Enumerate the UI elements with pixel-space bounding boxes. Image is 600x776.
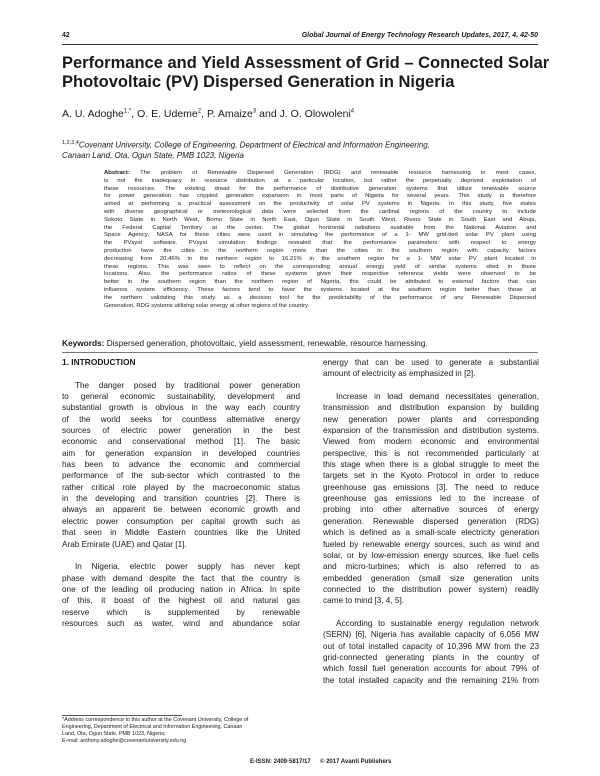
text-line: has been to advance the economic and commercial [62, 460, 300, 470]
text-line: economic and conservational method [1]. The basic [62, 437, 300, 447]
keywords [62, 338, 428, 348]
text-line: greenhouse gas emissions led to the increase of [323, 494, 539, 504]
abstract-line: with diverse geographical or meteorological data were selected from the cardinal regions of the country to include [104, 208, 536, 215]
abstract-line: the northern validating this study as a decision tool for the predictability of the performance of any Renewable Dispersed [104, 294, 536, 301]
abstract-line: the Federal Capital Territory at the center. The global horizontal radiations available from the National Aviation and [104, 224, 536, 231]
author-separator: , [131, 108, 138, 120]
text-line: embedded generation (small size generation units [323, 573, 539, 583]
text-line: transmission and distribution expansion by building [323, 403, 539, 413]
abstract-label: Abstract: [104, 170, 130, 176]
footnote-line: Land, Ota, Ogun State, PMB 1023, Nigeria; [62, 731, 166, 737]
text-line: expansion of the transmission and distribution systems. [323, 426, 539, 436]
text-line: of this, it boast of the highest oil and natural gas [62, 596, 300, 606]
right-column [323, 357, 539, 686]
text-line: phase with demand despite the fact that the country is [62, 573, 300, 583]
author-affiliation-mark: 4 [350, 108, 355, 115]
text-line: In Nigeria, electric power supply has never kept [75, 562, 300, 572]
footnote-divider [62, 715, 182, 716]
paragraph [323, 357, 539, 380]
text-line: greenhouse gas emissions [3]. The need to reduce [323, 482, 539, 492]
abstract-line: Space Agency, NASA for these cities were used in simulating the performance of a 1- MW grid-tied solar PV plant using [104, 232, 536, 239]
paragraph [62, 561, 300, 629]
copyright-footer: © 2017 Avanti Publishers [320, 759, 392, 765]
abstract-line: decreasing from 20.46% in the northern region to 16.21% in the southern region for a 1- MW solar PV plant located in [104, 255, 536, 262]
text-line: rather critical role played by the macroeconomic status [62, 482, 300, 492]
spacer [62, 550, 300, 561]
text-line: which is defined as a small-scale electricity generation [323, 528, 539, 538]
header-divider [62, 44, 538, 45]
text-line: one of the leading oil producing nation in Africa. In spite [62, 584, 300, 594]
abstract-line: for power generation has crippled generation expansion in most parts of Nigeria for several years. This study is therefore [104, 193, 536, 200]
affiliation-line [62, 138, 540, 151]
spacer [323, 607, 539, 618]
text-line: fueled by renewable energy sources, such as wind and [323, 539, 539, 549]
page-number: 42 [62, 32, 70, 39]
footnote-line: *Address correspondence to this author at the Covenant University, College of [62, 717, 249, 723]
text-line: Increase in load demand necessitates generation, [336, 392, 539, 402]
author-name: A. U. Adoghe [62, 108, 124, 120]
abstract-line: these regions. This was seen to reflect on the corresponding annual energy yield of similar systems sited in these [104, 263, 536, 270]
text-line: the total installed capacity and the remaining 21% from [323, 675, 539, 685]
text-line: to general economic sustainability, development and [62, 392, 300, 402]
text-line: aim for generation expansion in developed countries [62, 448, 300, 458]
text-line: which fossil fuel generation accounts for about 79% of [323, 664, 539, 674]
text-line: According to sustainable energy regulation network [336, 618, 539, 628]
text-line: generation. Renewable dispersed generation (RDG) [323, 516, 539, 526]
spacer [62, 368, 300, 379]
footnote-line: Engineering, Department of Electrical and Information Engineering, Canaan [62, 724, 243, 730]
text-line: sources of electric power generation in the best [62, 426, 300, 436]
author-separator: , [201, 108, 207, 120]
affiliation-line: Canaan Land, Ota, Ogun State, PMB 1023, Nigeria [62, 151, 244, 161]
abstract-line [104, 170, 536, 178]
text-line: amount of electricity as emphasized in [2]. [323, 369, 476, 379]
text-line: substantial growth is obvious in the way each country [62, 403, 300, 413]
text-line: electric power consumption per capital growth such as [62, 516, 300, 526]
left-column [62, 357, 300, 629]
abstract-line: these resources. The existing dread for the performance of distributive generation systems that utilize renewable source [104, 185, 536, 192]
text-line: always an apparent tie between economic growth and [62, 505, 300, 515]
affiliation-text: Covenant University, College of Engineering, Department of Electrical and Information Engineering, [78, 140, 430, 150]
text-line: solar, or by low-emission energy sources, like fuel cells [323, 550, 539, 560]
author-name: O. E. Udeme [137, 108, 198, 120]
text-line: performance of the sub-sector which contrasted to the [62, 471, 300, 481]
text-line: in the developing and transition countries [2]. There is [62, 494, 300, 504]
text-line: Viewed from modern economic and environmental [323, 437, 539, 447]
author-list [62, 108, 354, 120]
paragraph [62, 380, 300, 550]
abstract-line: influence system efficiency. These factors tend to favor the systems located at the southern region better than those at [104, 286, 536, 293]
paragraph [323, 391, 539, 607]
text-line: energy that can be used to generate a substantial [323, 358, 539, 367]
abstract-line: production favor the cities in the northern region more than the cities in the southern region with capacity factors [104, 247, 536, 254]
spacer [323, 380, 539, 391]
abstract-line: Sokoto State in North West, Borno State in North East, Ogun State in South West, Rivers State in South East and Abuja, [104, 216, 536, 223]
text-line: probing into other alternative sources of energy [323, 505, 539, 515]
text-line: came to mind [3, 4, 5]. [323, 596, 405, 606]
text-line: out of total installed capacity of 10,396 MW from the 23 [323, 641, 539, 651]
text-line: reserve which is supplemented by renewable [62, 607, 300, 617]
abstract [104, 170, 536, 310]
affiliation-mark: 1,2,3,4 [62, 140, 79, 146]
text-line: new generation power plants and corresponding [323, 414, 539, 424]
author-name: P. Amaize [206, 108, 253, 120]
text-line: (SERN) [6], Nigeria has available capacity of 6,056 MW [323, 630, 539, 640]
text-line: The danger posed by traditional power generation [75, 380, 300, 390]
author-separator: and [256, 108, 280, 120]
abstract-line: locations. Also, the performance ratios of these systems given their respective reference yields were observed to be [104, 271, 536, 278]
correspondence-footnote [62, 717, 302, 745]
issn-footer: E-ISSN: 2409-5817/17 [250, 759, 311, 765]
text-line: grid-connected generating plants in the country of [323, 652, 539, 662]
affiliation [62, 138, 540, 162]
author-name: J. O. Olowoleni [279, 108, 351, 120]
abstract-line: Generation, RDG systems utilizing solar energy at other regions of the country. [104, 302, 310, 309]
abstract-text: The problem of Renewable Dispersed Generation (RDG) and renewable resource harnessing in most cases, [129, 170, 536, 176]
abstract-line: is not the inadequacy in resource distribution at a particular location, but rather the perpetually deprived exploitation of [104, 177, 536, 184]
abstract-line: the PVsyst software. PVsyst simulation findings revealed that the performance parameters with respect to energy [104, 240, 536, 247]
title-line: Performance and Yield Assessment of Grid – Connected Solar [62, 54, 550, 72]
author-affiliation-mark: 3 [252, 108, 257, 115]
text-line: perspective, this is not recommended particularly at [323, 448, 539, 458]
journal-citation: Global Journal of Energy Technology Research Updates, 2017, 4, 42-50 [301, 32, 538, 39]
author-affiliation-mark: 2 [197, 108, 202, 115]
text-line: of the world seeks for countless alternative energy [62, 414, 300, 424]
abstract-line: better in the southern region than the northern region of Nigeria, this could be attributed to external factors that can [104, 279, 536, 286]
text-line: targets set in the Kyoto Protocol in order to reduce [323, 471, 539, 481]
keywords-label: Keywords: [62, 338, 105, 348]
running-header [62, 32, 538, 44]
article-title [62, 54, 550, 92]
footnote-line: E-mail: anthony.adoghe@covenantuniversity.edu.ng [62, 738, 187, 744]
section-heading: 1. INTRODUCTION [62, 357, 136, 367]
text-line: this stage when there is a global struggle to meet the [323, 460, 539, 470]
keywords-divider [62, 352, 538, 353]
author-affiliation-mark: 1,* [123, 108, 132, 115]
text-line: resources such as water, wind and abundance solar [62, 618, 300, 628]
text-line: that seen in Middle Eastern countries like the United [62, 528, 300, 538]
paragraph [323, 618, 539, 686]
text-line: Arab Emirate (UAE) and Qatar [1]. [62, 539, 187, 549]
title-line: Photovoltaic (PV) Dispersed Generation in Nigeria [62, 73, 455, 91]
text-line: and micro-turbines; which is also referred to as [323, 562, 539, 572]
abstract-line: aimed at performing a practical assessment on the productivity of solar PV systems in Nigeria. In this study, five states [104, 201, 536, 208]
text-line: connected to the distribution power system) readily [323, 584, 539, 594]
keywords-text: Dispersed generation, photovoltaic, yield assessment, renewable, resource harnessing. [104, 338, 428, 348]
